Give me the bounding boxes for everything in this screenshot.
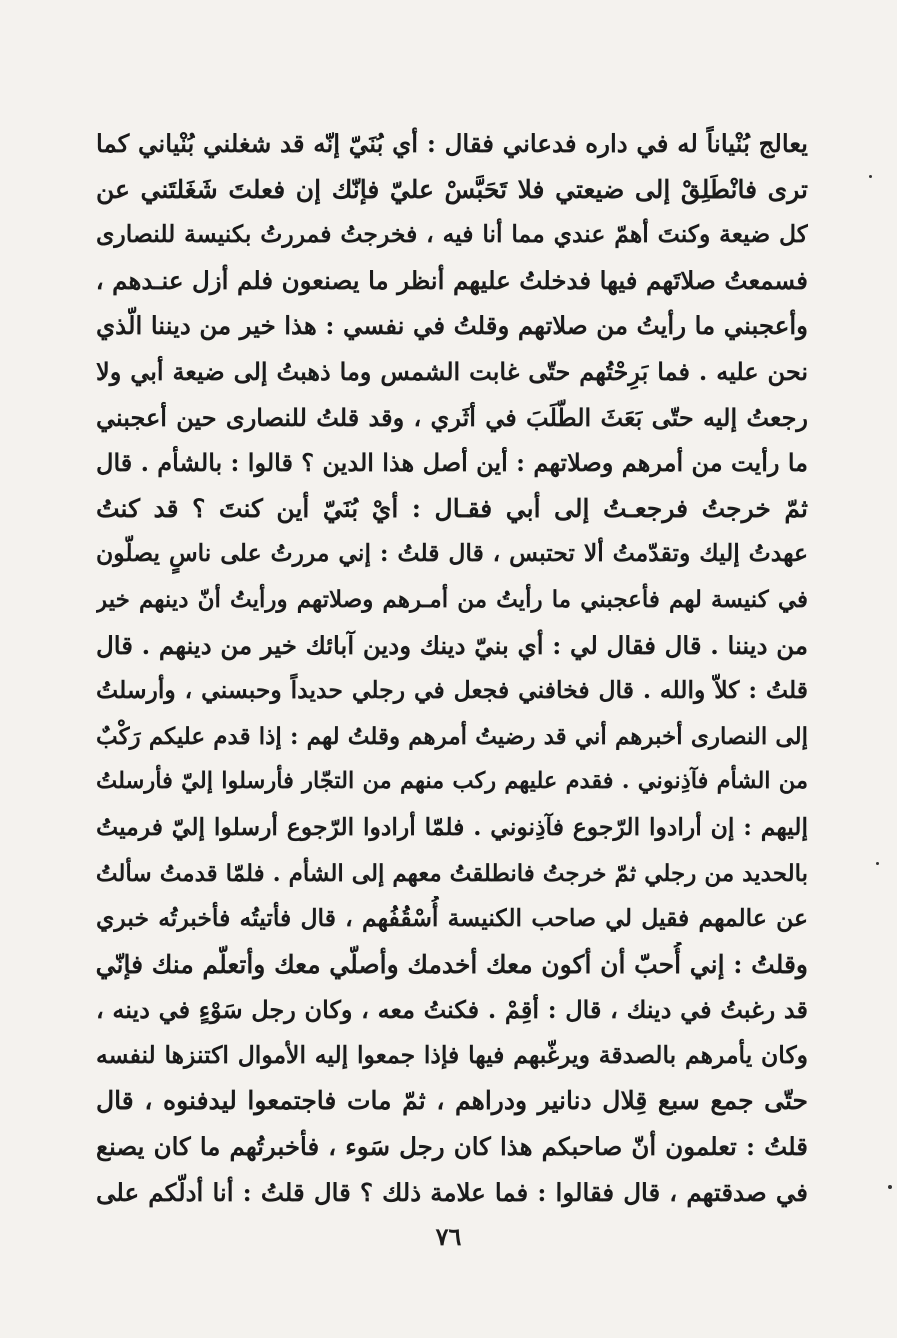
scan-speck bbox=[876, 862, 879, 865]
text-line: يعالج بُنْياناً له في داره فدعاني فقال : أي بُنَيّ إنّه قد شغلني بُنْياني كما bbox=[96, 129, 808, 158]
text-line: ترى فانْطَلِقْ إلى ضيعتي فلا تَحَبَّسْ عليّ فإنّك إن فعلتَ شَغَلتَني عن bbox=[96, 174, 808, 204]
text-line: ثمّ خرجتُ فرجعـتُ إلى أبي فقـال : أيْ بُنَيّ أين كنتَ ؟ قد كنتُ bbox=[96, 493, 808, 523]
text-line: قلتُ : كلاّ والله . قال فخافني فجعل في رجلي حديداً وحبسني ، وأرسلتُ bbox=[96, 676, 808, 705]
text-line: فسمعتُ صلاتَهم فيها فدخلتُ عليهم أنظر ما يصنعون فلم أزل عنـدهم ، bbox=[96, 265, 808, 295]
text-line: إليهم : إن أرادوا الرّجوع فآذِنوني . فلمّا أرادوا الرّجوع أرسلوا إليّ فرميتُ bbox=[96, 812, 808, 841]
text-line: من الشأم فآذِنوني . فقدم عليهم ركب منهم من التجّار فأرسلوا إليّ فأرسلتُ bbox=[96, 768, 808, 795]
text-line: حتّى جمع سبع قِلال دنانير ودراهم ، ثمّ مات فاجتمعوا ليدفنوه ، قال bbox=[96, 1086, 808, 1116]
text-line: كل ضيعة وكنتَ أهمّ عندي مما أنا فيه ، فخرجتُ فمررتُ بكنيسة للنصارى bbox=[96, 220, 808, 249]
page-number: ٧٦ bbox=[435, 1222, 462, 1251]
text-line: وكان يأمرهم بالصدقة ويرغّبهم فيها فإذا جمعوا إليه الأموال اكتنزها لنفسه bbox=[96, 1040, 808, 1069]
text-line: عهدتُ إليك وتقدّمتُ ألا تحتبس ، قال قلتُ : إني مررتُ على ناسٍ يصلّون bbox=[96, 539, 808, 568]
text-line: في كنيسة لهم فأعجبني ما رأيتُ من أمـرهم وصلاتهم ورأيتُ أنّ دينهم خير bbox=[96, 585, 808, 613]
text-line: وأعجبني ما رأيتُ من صلاتهم وقلتُ في نفسي : هذا خير من ديننا الّذي bbox=[96, 311, 808, 341]
text-line: وقلتُ : إني أُحبّ أن أكون معك أخدمك وأصلّي معك وأتعلّم منك فإنّي bbox=[96, 949, 808, 979]
scan-speck bbox=[869, 175, 872, 178]
text-line: قلتُ : تعلمون أنّ صاحبكم هذا كان رجل سَوء ، فأخبرتُهم ما كان يصنع bbox=[96, 1132, 808, 1162]
text-line: بالحديد من رجلي ثمّ خرجتُ فانطلقتُ معهم إلى الشأم . فلمّا قدمتُ سألتُ bbox=[96, 859, 808, 887]
text-line: إلى النصارى أخبرهم أني قد رضيتُ أمرهم وقلتُ لهم : إذا قدم عليكم رَكْبٌ bbox=[96, 722, 808, 750]
text-line: من ديننا . قال فقال لي : أي بنيّ دينك ودين آبائك خير من دينهم . قال bbox=[96, 630, 808, 660]
text-line: عن عالمهم فقيل لي صاحب الكنيسة أُسْقُفُهم ، قال فأتيتُه فأخبرتُه خبري bbox=[96, 904, 808, 933]
text-line: رجعتُ إليه حتّى بَعَثَ الطّلَبَ في أثَري ، وقد قلتُ للنصارى حين أعجبني bbox=[96, 402, 808, 432]
text-line: نحن عليه . فما بَرِحْتُهم حتّى غابت الشمس وما ذهبتُ إلى ضيعة أبي ولا bbox=[96, 356, 808, 386]
text-line: ما رأيت من أمرهم وصلاتهم : أين أصل هذا الدين ؟ قالوا : بالشأم . قال bbox=[96, 448, 808, 478]
body-text bbox=[96, 121, 808, 1215]
scan-speck bbox=[888, 1185, 892, 1189]
text-line: في صدقتهم ، قال فقالوا : فما علامة ذلك ؟ قال قلتُ : أنا أدلّكم على bbox=[96, 1177, 808, 1207]
text-line: قد رغبتُ في دينك ، قال : أقِمْ . فكنتُ معه ، وكان رجل سَوْءٍ في دينه ، bbox=[96, 995, 808, 1025]
